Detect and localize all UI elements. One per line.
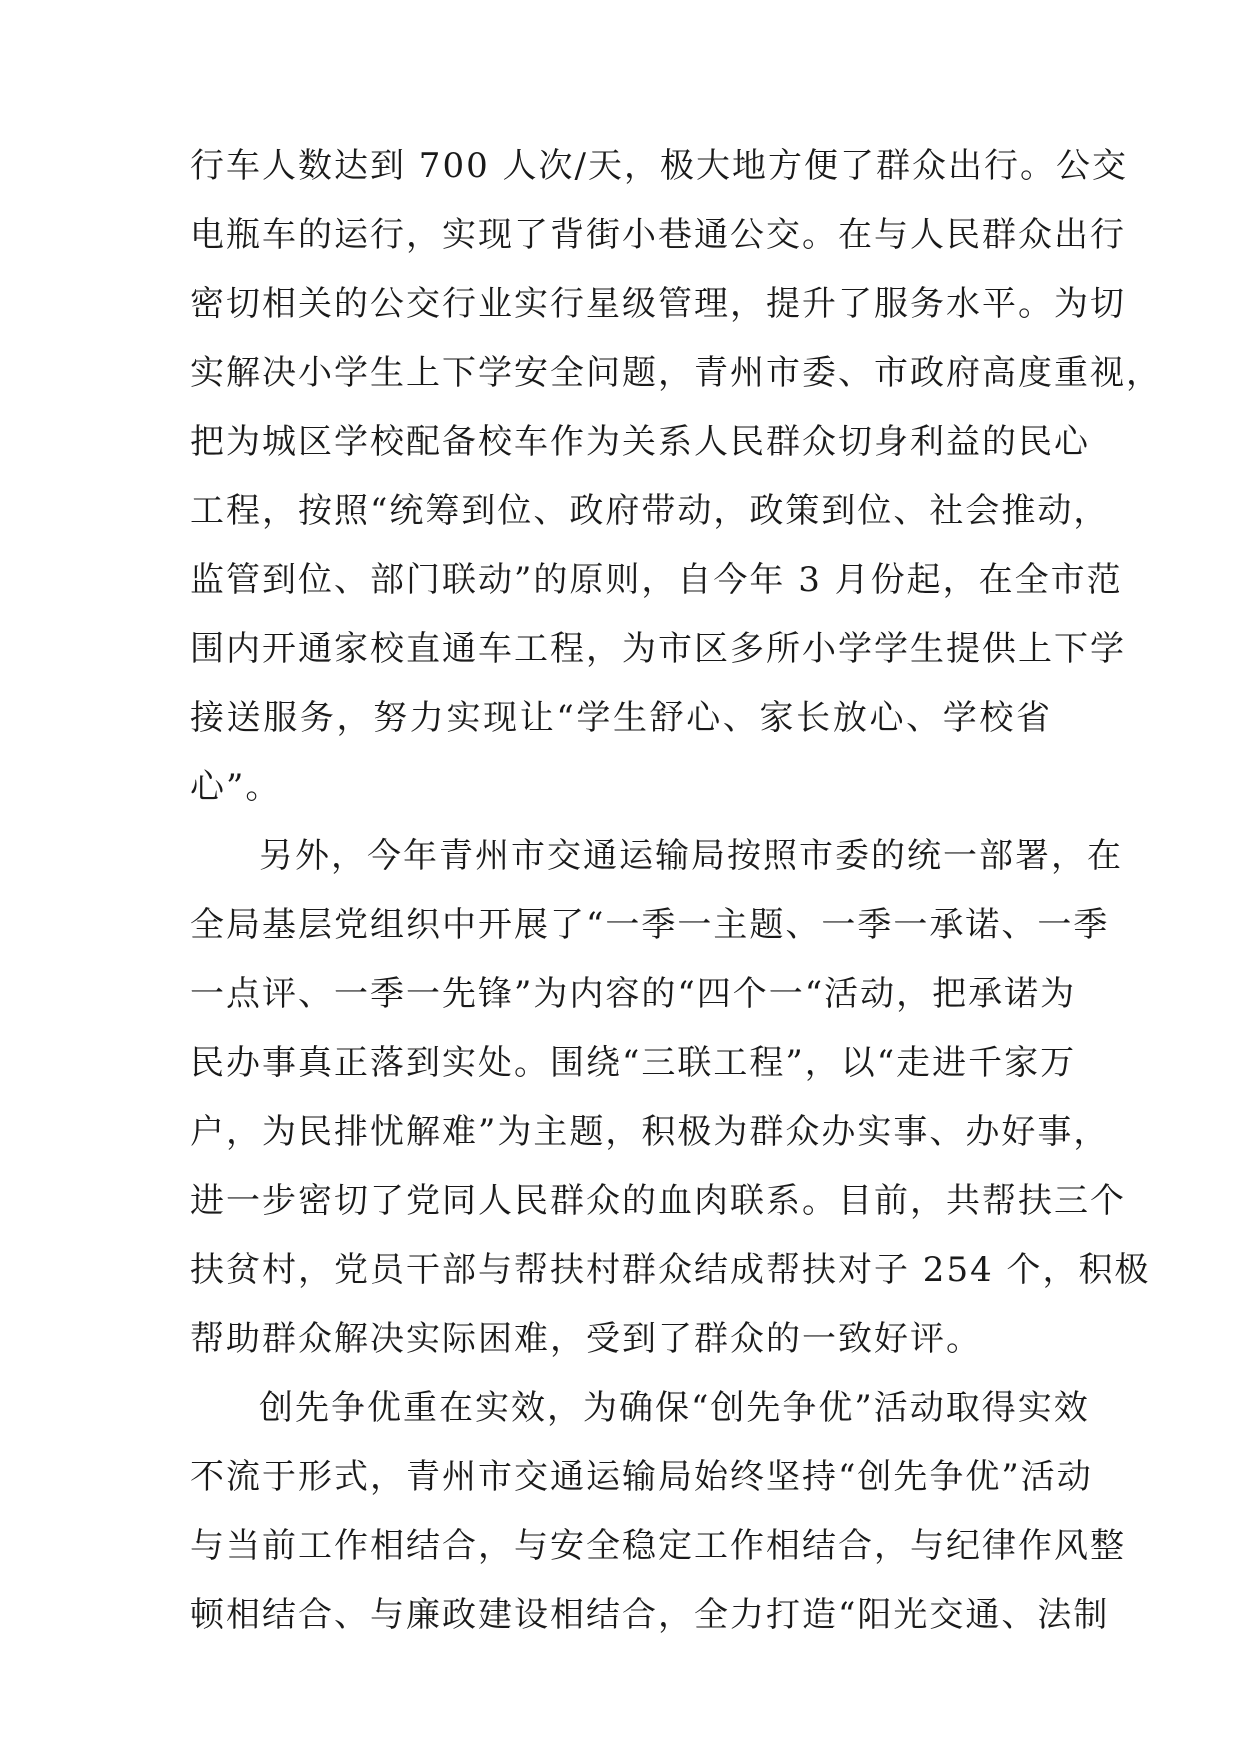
text-line: 行车人数达到 700 人次/天，极大地方便了群众出行。公交 <box>190 146 1128 186</box>
text-line: 与当前工作相结合，与安全稳定工作相结合，与纪律作风整 <box>190 1526 1126 1566</box>
text-line: 创先争优重在实效，为确保“创先争优”活动取得实效 <box>259 1388 1090 1428</box>
text-line: 接送服务，努力实现让“学生舒心、家长放心、学校省 <box>190 698 1052 738</box>
paragraph-2 <box>190 822 1151 1374</box>
text-line: 把为城区学校配备校车作为关系人民群众切身利益的民心 <box>190 422 1090 462</box>
text-line: 围内开通家校直通车工程，为市区多所小学学生提供上下学 <box>190 629 1126 669</box>
text-line: 实解决小学生上下学安全问题，青州市委、市政府高度重视， <box>190 353 1162 393</box>
text-line: 不流于形式，青州市交通运输局始终坚持“创先争优”活动 <box>190 1457 1093 1497</box>
text-line: 扶贫村，党员干部与帮扶村群众结成帮扶对子 254 个，积极 <box>190 1250 1151 1290</box>
text-line: 一点评、一季一先锋”为内容的“四个一“活动，把承诺为 <box>190 974 1077 1014</box>
text-line: 密切相关的公交行业实行星级管理，提升了服务水平。为切 <box>190 284 1126 324</box>
text-line: 电瓶车的运行，实现了背街小巷通公交。在与人民群众出行 <box>190 215 1126 255</box>
text-line: 帮助群众解决实际困难，受到了群众的一致好评。 <box>190 1319 982 1359</box>
text-line: 进一步密切了党同人民群众的血肉联系。目前，共帮扶三个 <box>190 1181 1126 1221</box>
text-line: 户，为民排忧解难”为主题，积极为群众办实事、办好事， <box>190 1112 1110 1152</box>
text-line: 全局基层党组织中开展了“一季一主题、一季一承诺、一季 <box>190 905 1110 945</box>
text-line: 心”。 <box>190 767 282 807</box>
text-line: 另外，今年青州市交通运输局按照市委的统一部署，在 <box>259 836 1123 876</box>
text-line: 工程，按照“统筹到位、政府带动，政策到位、社会推动， <box>190 491 1110 531</box>
paragraph-3 <box>190 1374 1126 1650</box>
text-line: 民办事真正落到实处。围绕“三联工程”，以“走进千家万 <box>190 1043 1077 1083</box>
document-body <box>190 132 1162 1650</box>
paragraph-1 <box>190 132 1162 822</box>
text-line: 监管到位、部门联动”的原则，自今年 3 月份起，在全市范 <box>190 560 1123 600</box>
text-line: 顿相结合、与廉政建设相结合，全力打造“阳光交通、法制 <box>190 1595 1110 1635</box>
